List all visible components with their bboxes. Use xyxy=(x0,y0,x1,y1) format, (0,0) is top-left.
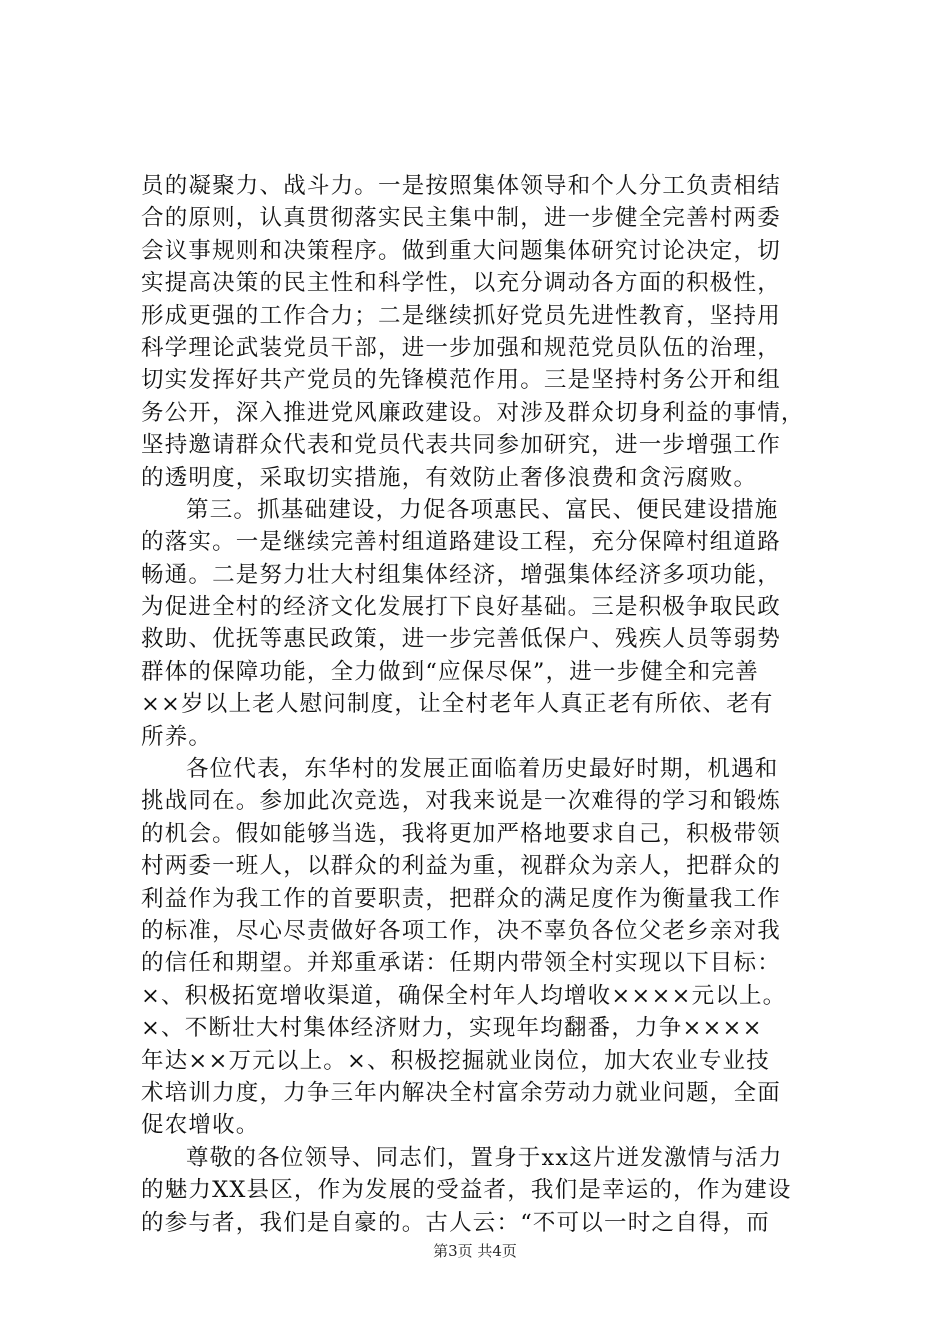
paragraph-start-line: 各位代表，东华村的发展正面临着历史最好时期，机遇和 xyxy=(186,756,779,783)
text-line: 切实发挥好共产党员的先锋模范作用。三是坚持村务公开和组 xyxy=(141,367,781,394)
text-line: 的机会。假如能够当选，我将更加严格地要求自己，积极带领 xyxy=(141,820,781,847)
text-line: 所养。 xyxy=(141,723,213,750)
text-line: 的标准，尽心尽责做好各项工作，决不辜负各位父老乡亲对我 xyxy=(141,917,781,944)
text-line: 救助、优抚等惠民政策，进一步完善低保户、残疾人员等弱势 xyxy=(141,626,781,653)
text-line: 实提高决策的民主性和科学性，以充分调动各方面的积极性， xyxy=(141,270,781,297)
text-line: 的透明度，采取切实措施，有效防止奢侈浪费和贪污腐败。 xyxy=(141,464,758,491)
text-line: 的落实。一是继续完善村组道路建设工程，充分保障村组道路 xyxy=(141,529,781,556)
document-body xyxy=(141,170,831,1239)
text-line: 的魅力XX县区，作为发展的受益者，我们是幸运的，作为建设 xyxy=(141,1177,792,1204)
text-line: 为促进全村的经济文化发展打下良好基础。三是积极争取民政 xyxy=(141,594,781,621)
text-line: 合的原则，认真贯彻落实民主集中制，进一步健全完善村两委 xyxy=(141,205,781,232)
page-number: 第3页 共4页 xyxy=(433,1242,517,1260)
text-line: 术培训力度，力争三年内解决全村富余劳动力就业问题，全面 xyxy=(141,1079,781,1106)
paragraph-start-line: 尊敬的各位领导、同志们，置身于xx这片迸发激情与活力 xyxy=(186,1144,783,1171)
text-line: 科学理论武装党员干部，进一步加强和规范党员队伍的治理， xyxy=(141,334,781,361)
text-line: 形成更强的工作合力；二是继续抓好党员先进性教育，坚持用 xyxy=(141,302,781,329)
text-line: 村两委一班人，以群众的利益为重，视群众为亲人，把群众的 xyxy=(141,853,781,880)
text-line: ××岁以上老人慰问制度，让全村老年人真正老有所依、老有 xyxy=(141,691,774,718)
text-line: ×、不断壮大村集体经济财力，实现年均翻番，力争×××× xyxy=(141,1015,763,1042)
text-line: 群体的保障功能，全力做到“应保尽保”，进一步健全和完善 xyxy=(141,658,759,685)
text-line: 促农增收。 xyxy=(141,1112,260,1139)
text-line: 会议事规则和决策程序。做到重大问题集体研究讨论决定，切 xyxy=(141,237,781,264)
text-line: 的参与者，我们是自豪的。古人云：“不可以一时之自得，而 xyxy=(141,1209,770,1236)
text-line: 务公开，深入推进党风廉政建设。对涉及群众切身利益的事情， xyxy=(141,399,805,426)
text-line: 畅通。二是努力壮大村组集体经济，增强集体经济多项功能， xyxy=(141,561,781,588)
paragraph-start-line: 第三。抓基础建设，力促各项惠民、富民、便民建设措施 xyxy=(186,496,779,523)
text-line: 的信任和期望。并郑重承诺：任期内带领全村实现以下目标： xyxy=(141,950,781,977)
text-line: 员的凝聚力、战斗力。一是按照集体领导和个人分工负责相结 xyxy=(141,173,781,199)
text-line: 年达××万元以上。×、积极挖掘就业岗位，加大农业专业技 xyxy=(141,1047,770,1074)
text-line: 坚持邀请群众代表和党员代表共同参加研究，进一步增强工作 xyxy=(141,432,781,459)
text-line: ×、积极拓宽增收渠道，确保全村年人均增收××××元以上。 xyxy=(141,982,787,1009)
text-line: 挑战同在。参加此次竞选，对我来说是一次难得的学习和锻炼 xyxy=(141,788,781,815)
text-line: 利益作为我工作的首要职责，把群众的满足度作为衡量我工作 xyxy=(141,885,781,912)
